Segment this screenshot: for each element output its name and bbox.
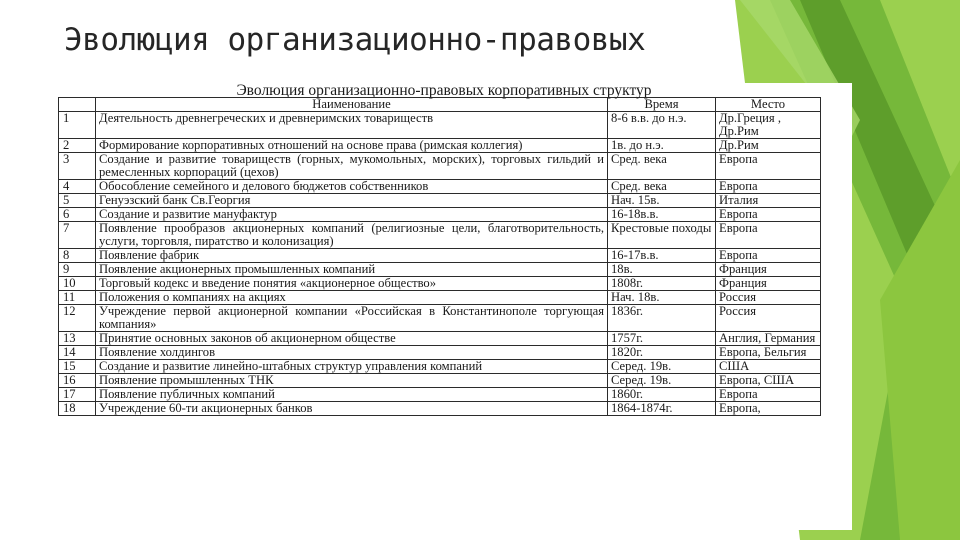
table-row — [59, 374, 821, 388]
row-place: Др.Греция , Др.Рим — [716, 112, 821, 139]
table-row — [59, 277, 821, 291]
row-name: Учреждение первой акционерной компании «Российская в Константинополе торгующая компания» — [96, 305, 608, 332]
row-place: Европа — [716, 222, 821, 249]
row-name: Генуэзский банк Св.Георгия — [96, 194, 608, 208]
table-row — [59, 332, 821, 346]
table-row — [59, 222, 821, 249]
evolution-table — [58, 97, 821, 416]
row-time: Серед. 19в. — [608, 360, 716, 374]
header-time: Время — [608, 98, 716, 112]
row-time: 1860г. — [608, 388, 716, 402]
header-name: Наименование — [96, 98, 608, 112]
row-time: Крестовые походы — [608, 222, 716, 249]
table-row — [59, 291, 821, 305]
row-number: 6 — [59, 208, 96, 222]
row-time: Сред. века — [608, 153, 716, 180]
row-name: Появление публичных компаний — [96, 388, 608, 402]
table-row — [59, 249, 821, 263]
slide-title: Эволюция организационно-правовых — [64, 22, 646, 58]
row-place: Европа — [716, 249, 821, 263]
row-number: 12 — [59, 305, 96, 332]
row-number: 15 — [59, 360, 96, 374]
row-name: Создание и развитие мануфактур — [96, 208, 608, 222]
row-number: 9 — [59, 263, 96, 277]
row-time: Нач. 15в. — [608, 194, 716, 208]
row-time: 8-6 в.в. до н.э. — [608, 112, 716, 139]
row-place: Италия — [716, 194, 821, 208]
row-place: Европа — [716, 388, 821, 402]
row-place: Франция — [716, 263, 821, 277]
table-row — [59, 402, 821, 416]
row-time: Сред. века — [608, 180, 716, 194]
table-row — [59, 263, 821, 277]
row-name: Создание и развитие товариществ (горных, мукомольных, морских), торговых гильдий и ремесленных корпораций (цехов) — [96, 153, 608, 180]
row-place: Англия, Германия — [716, 332, 821, 346]
row-place: Россия — [716, 291, 821, 305]
row-name: Появление акционерных промышленных компаний — [96, 263, 608, 277]
row-time: 1864-1874г. — [608, 402, 716, 416]
row-number: 4 — [59, 180, 96, 194]
table-row — [59, 153, 821, 180]
header-place: Место — [716, 98, 821, 112]
row-number: 5 — [59, 194, 96, 208]
row-place: Европа, — [716, 402, 821, 416]
row-number: 2 — [59, 139, 96, 153]
row-time: 1757г. — [608, 332, 716, 346]
table-row — [59, 194, 821, 208]
row-number: 1 — [59, 112, 96, 139]
row-time: 18в. — [608, 263, 716, 277]
row-name: Принятие основных законов об акционерном обществе — [96, 332, 608, 346]
row-time: 16-17в.в. — [608, 249, 716, 263]
row-time: 1808г. — [608, 277, 716, 291]
row-time: 1в. до н.э. — [608, 139, 716, 153]
row-place: Европа, США — [716, 374, 821, 388]
row-number: 18 — [59, 402, 96, 416]
row-time: 16-18в.в. — [608, 208, 716, 222]
header-number — [59, 98, 96, 112]
row-name: Деятельность древнегреческих и древнеримских товариществ — [96, 112, 608, 139]
row-place: Европа — [716, 153, 821, 180]
row-place: Россия — [716, 305, 821, 332]
row-place: США — [716, 360, 821, 374]
table-row — [59, 180, 821, 194]
table-row — [59, 208, 821, 222]
table-row — [59, 346, 821, 360]
row-number: 10 — [59, 277, 96, 291]
table-row — [59, 305, 821, 332]
row-number: 11 — [59, 291, 96, 305]
row-name: Формирование корпоративных отношений на основе права (римская коллегия) — [96, 139, 608, 153]
table-row — [59, 139, 821, 153]
row-time: Серед. 19в. — [608, 374, 716, 388]
row-place: Европа, Бельгия — [716, 346, 821, 360]
row-name: Создание и развитие линейно-штабных структур управления компаний — [96, 360, 608, 374]
row-place: Европа — [716, 180, 821, 194]
row-name: Учреждение 60-ти акционерных банков — [96, 402, 608, 416]
row-name: Положения о компаниях на акциях — [96, 291, 608, 305]
row-number: 13 — [59, 332, 96, 346]
table-header-row — [59, 98, 821, 112]
row-name: Появление фабрик — [96, 249, 608, 263]
row-name: Появление прообразов акционерных компаний (религиозные цели, благотворительность, услуги, торговля, пиратство и колонизация) — [96, 222, 608, 249]
row-place: Европа — [716, 208, 821, 222]
row-name: Появление холдингов — [96, 346, 608, 360]
row-place: Франция — [716, 277, 821, 291]
row-number: 3 — [59, 153, 96, 180]
row-time: 1836г. — [608, 305, 716, 332]
table-caption: Эволюция организационно-правовых корпоративных структур — [236, 82, 652, 99]
row-time: Нач. 18в. — [608, 291, 716, 305]
row-number: 17 — [59, 388, 96, 402]
row-number: 14 — [59, 346, 96, 360]
row-number: 7 — [59, 222, 96, 249]
table-body — [59, 112, 821, 416]
row-place: Др.Рим — [716, 139, 821, 153]
document-image — [36, 83, 852, 530]
row-number: 8 — [59, 249, 96, 263]
table-row — [59, 388, 821, 402]
row-number: 16 — [59, 374, 96, 388]
row-name: Обособление семейного и делового бюджетов собственников — [96, 180, 608, 194]
row-name: Торговый кодекс и введение понятия «акционерное общество» — [96, 277, 608, 291]
row-time: 1820г. — [608, 346, 716, 360]
table-row — [59, 112, 821, 139]
table-row — [59, 360, 821, 374]
row-name: Появление промышленных ТНК — [96, 374, 608, 388]
